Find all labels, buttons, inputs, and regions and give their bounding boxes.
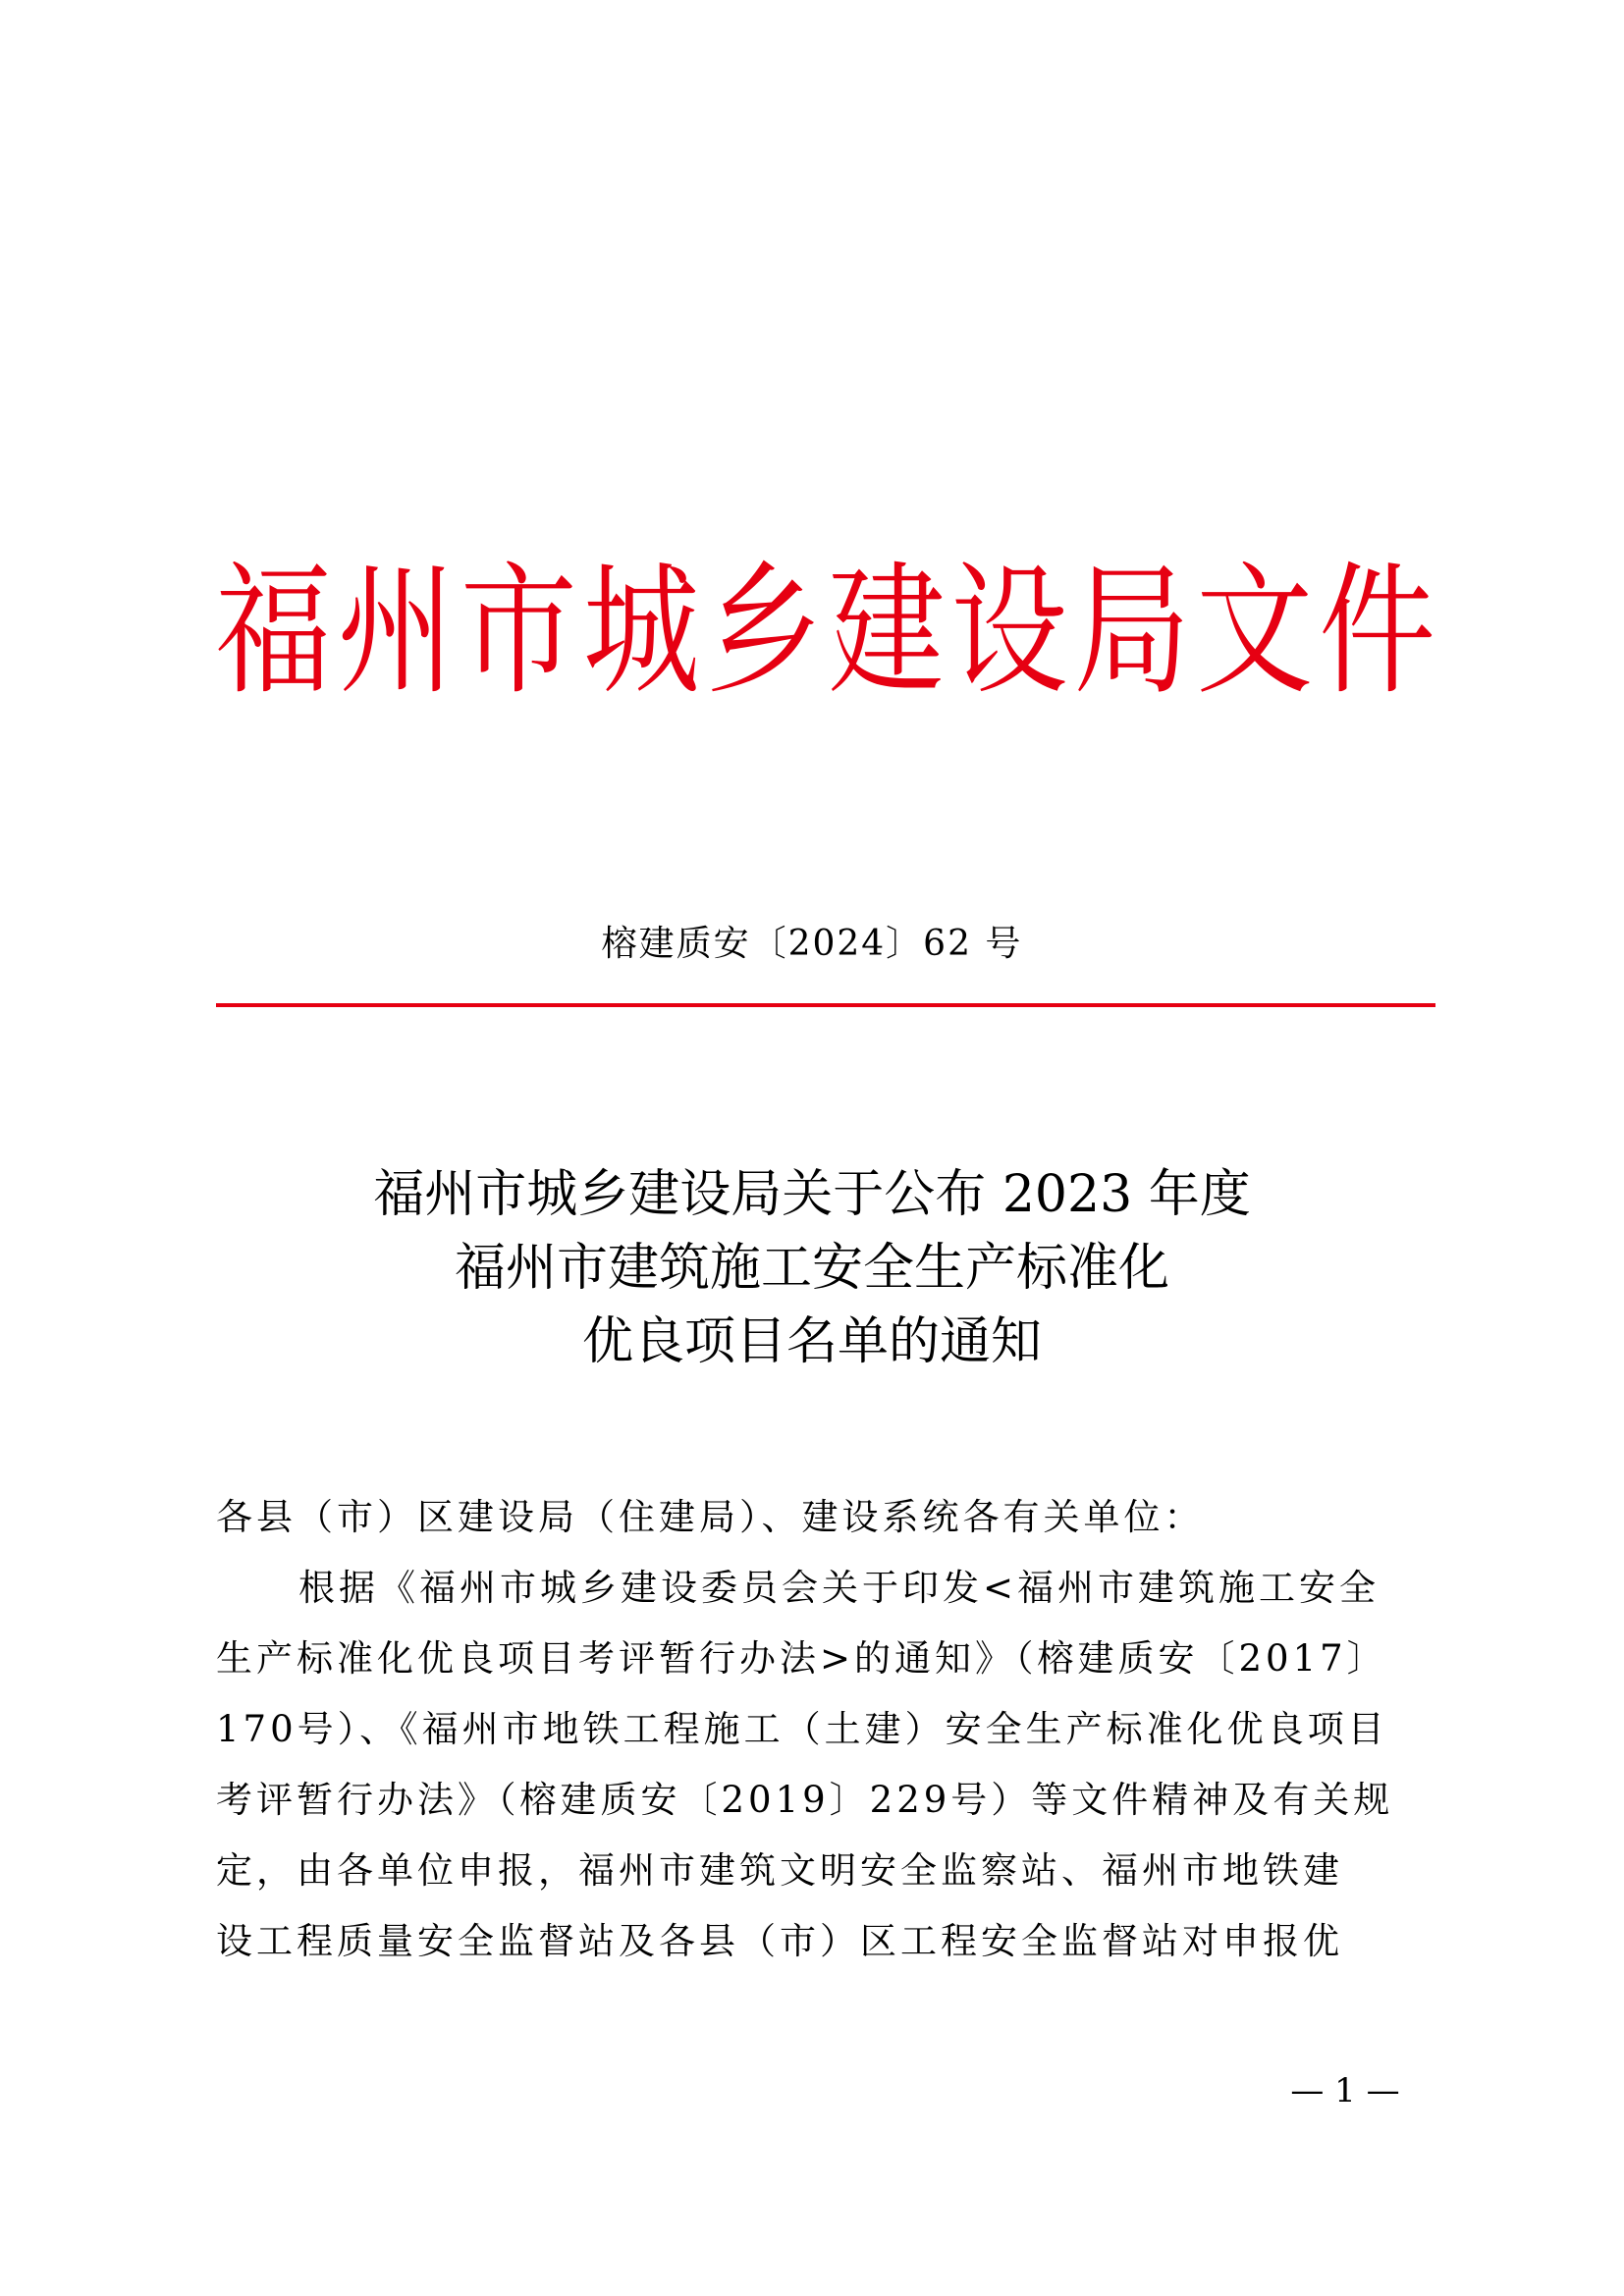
body-line: 定，由各单位申报，福州市建筑文明安全监察站、福州市地铁建	[216, 1849, 1343, 1892]
masthead-char: 设	[950, 549, 1068, 715]
document-title	[0, 1158, 1624, 1379]
body-line: 170号）、《福州市地铁工程施工（土建）安全生产标准化优良项目	[216, 1708, 1388, 1750]
masthead-char: 城	[582, 549, 700, 715]
masthead-char: 福	[215, 549, 332, 715]
masthead-char: 局	[1073, 549, 1191, 715]
title-line: 福州市城乡建设局关于公布 2023 年度	[373, 1165, 1251, 1224]
page-number: — 1 —	[1290, 2071, 1400, 2110]
document-number: 榕建质安〔2024〕62 号	[601, 924, 1023, 964]
masthead-char: 市	[460, 549, 577, 715]
masthead-char: 件	[1319, 549, 1436, 715]
red-separator-rule	[216, 1003, 1435, 1007]
addressee: 各县（市）区建设局（住建局）、建设系统各有关单位：	[216, 1496, 1205, 1538]
masthead-char: 乡	[705, 549, 823, 715]
masthead-char: 建	[828, 549, 946, 715]
body-line: 考评暂行办法》（榕建质安〔2019〕229号）等文件精神及有关规	[216, 1779, 1394, 1821]
title-line: 福州市建筑施工安全生产标准化	[454, 1239, 1169, 1298]
document-body	[216, 1482, 1443, 1977]
body-line: 生产标准化优良项目考评暂行办法>的通知》（榕建质安〔2017〕	[216, 1637, 1387, 1680]
masthead-char: 州	[337, 549, 455, 715]
body-line: 根据《福州市城乡建设委员会关于印发<福州市建筑施工安全	[298, 1567, 1380, 1609]
body-line: 设工程质量安全监督站及各县（市）区工程安全监督站对申报优	[216, 1920, 1343, 1962]
masthead-char: 文	[1196, 549, 1314, 715]
document-masthead	[215, 546, 1435, 718]
title-line: 优良项目名单的通知	[581, 1312, 1042, 1371]
